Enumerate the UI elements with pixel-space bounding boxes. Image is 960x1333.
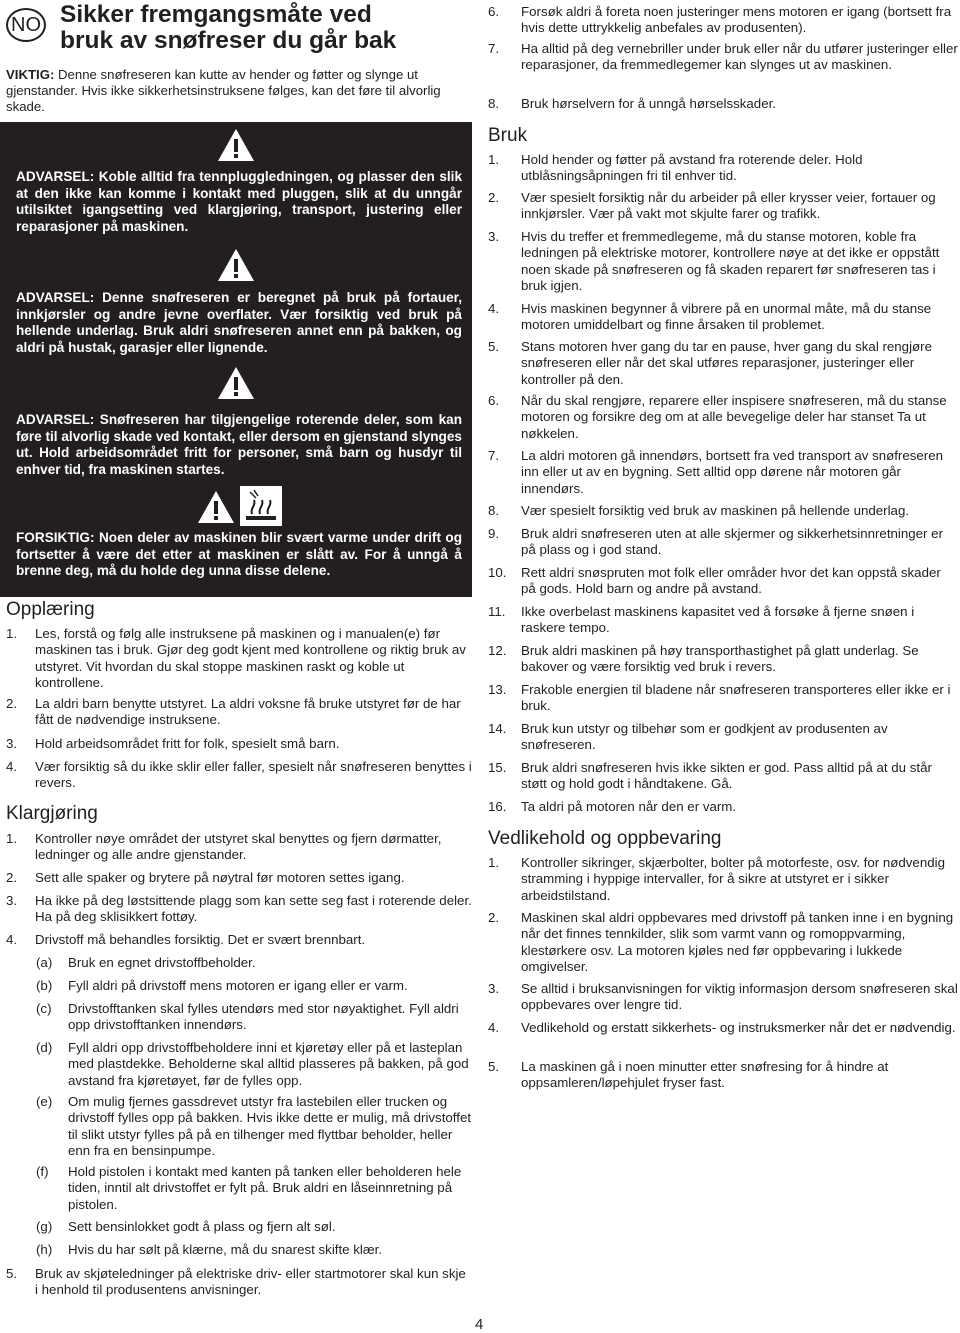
sub-list-item: (e) Om mulig fjernes gassdrevet utstyr fra lastebilen eller trucken og drivstoff fylles opp på bakken. Hvis ikke dette er mulig, må drivstoffet til slikt utstyr fylles på på en tilhenger med flyttbar beholder, heller enn fra en bensinpumpe. bbox=[36, 1094, 472, 1159]
list-item: 5. La maskinen gå i noen minutter etter snøfresing for å hindre at oppsamleren/løpehjulet fryser fast. bbox=[488, 1059, 889, 1091]
warning-triangle-icon bbox=[217, 366, 255, 400]
section-heading-opplaering: Opplæring bbox=[6, 599, 95, 620]
warning-triangle-icon bbox=[217, 248, 255, 282]
sub-list-item: (f) Hold pistolen i kontakt med kanten på tanken eller beholderen hele tiden, inntil alt drivstoffet er fylt på. Bruk aldri en låseinnretning på pistolen. bbox=[36, 1164, 462, 1212]
list-item: 12. Bruk aldri maskinen på høy transporthastighet på glatt underlag. Se bakover og være forsiktig ved bruk i revers. bbox=[488, 643, 919, 675]
sub-list-item: (g) Sett bensinlokket godt å plass og fjern alt søl. bbox=[36, 1219, 336, 1234]
warning-triangle-icon bbox=[197, 490, 235, 524]
list-item: 4. Vedlikehold og erstatt sikkerhets- og instruksmerker når det er nødvendig. bbox=[488, 1020, 956, 1035]
language-badge: NO bbox=[6, 8, 46, 42]
list-item: 2. Sett alle spaker og brytere på nøytral før motoren settes igang. bbox=[6, 870, 405, 885]
list-item: 15. Bruk aldri snøfreseren hvis ikke sikten er god. Pass alltid på at du står støtt og hold godt i håndtakene. Gå. bbox=[488, 760, 932, 792]
list-item: 6. Forsøk aldri å foreta noen justeringer mens motoren er igang (bortsett fra hvis dette uttrykkelig anbefales av produsenten). bbox=[488, 4, 952, 36]
list-item: 8. Vær spesielt forsiktig ved bruk av maskinen på hellende underlag. bbox=[488, 503, 910, 518]
list-item: 3. Ha ikke på deg løstsittende plagg som kan sette seg fast i roterende deler. Ha på deg sklisikkert fottøy. bbox=[6, 893, 472, 925]
list-item: 4. Vær forsiktig så du ikke sklir eller faller, spesielt når snøfreseren benyttes i revers. bbox=[6, 759, 472, 791]
sub-list-item: (h) Hvis du har sølt på klærne, må du snarest skifte klær. bbox=[36, 1242, 383, 1257]
warning-box bbox=[0, 122, 472, 597]
list-item: 4. Hvis maskinen begynner å vibrere på en unormal måte, må du stanse motoren umiddelbart og finne årsaken til problemet. bbox=[488, 301, 932, 333]
list-item: 5. Bruk av skjøteledninger på elektriske driv- eller startmotorer skal kun skje i henhold til produsentens anvisninger. bbox=[6, 1266, 466, 1298]
title-line-1: Sikker fremgangsmåte ved bbox=[60, 1, 372, 28]
sub-list-item: (b) Fyll aldri på drivstoff mens motoren er igang eller er varm. bbox=[36, 978, 408, 993]
intro-paragraph bbox=[6, 67, 472, 115]
list-item: 13. Frakoble energien til bladene når snøfreseren transporteres eller ikke er i bruk. bbox=[488, 682, 951, 714]
section-heading-bruk: Bruk bbox=[488, 125, 528, 146]
list-item: 3. Se alltid i bruksanvisningen for viktig informasjon dersom snøfreseren skal oppbevares over lengre tid. bbox=[488, 981, 958, 1013]
caution-text: FORSIKTIG: Noen deler av maskinen blir svært varme under drift og fortsetter å være det etter at maskinen er slått av. For å unngå å brenne deg, må du holde deg unna disse delene. bbox=[16, 530, 462, 578]
sub-list-item: (d) Fyll aldri opp drivstoffbeholdere inni et kjøretøy eller på et lasteplan med plastdekke. Beholderne skal alltid plasseres på bakken, på god avstand fra kjøretøyet, før de fylles opp. bbox=[36, 1040, 469, 1088]
warning-text-3: ADVARSEL: Snøfreseren har tilgjengelige roterende deler, som kan føre til alvorlig skade ved kontakt, eller dersom en gjenstand slynges ut. Hold arbeidsområdet fritt for personer, små barn og husdyr til enhver tid, fra maskinen startes. bbox=[16, 412, 462, 477]
list-item: 3. Hold arbeidsområdet fritt for folk, spesielt små barn. bbox=[6, 736, 340, 751]
warning-triangle-icon bbox=[217, 128, 255, 162]
list-item: 1. Les, forstå og følg alle instruksene på maskinen og i manualen(e) før maskinen tas i bruk. Gjør deg godt kjent med kontrollene og riktig bruk av utstyret. Vit hvordan du skal stoppe maskinen raskt og koble ut kontrollene. bbox=[6, 626, 466, 691]
warning-text-2: ADVARSEL: Denne snøfreseren er beregnet på bruk på fortauer, innkjørsler og andre jevne overflater. Vær forsiktig ved bruk på hellende underlag. Bruk aldri snøfreseren annet enn på bakken, og aldri på hustak, garasjer eller lignende. bbox=[16, 290, 462, 355]
section-heading-vedlikehold: Vedlikehold og oppbevaring bbox=[488, 828, 722, 849]
list-item: 16. Ta aldri på motoren når den er varm. bbox=[488, 799, 737, 814]
list-item: 1. Hold hender og føtter på avstand fra roterende deler. Hold utblåsningsåpningen fri til enhver tid. bbox=[488, 152, 863, 184]
section-heading-klargjoring: Klargjøring bbox=[6, 803, 98, 824]
list-item: 5. Stans motoren hver gang du tar en pause, hver gang du skal rengjøre snøfreseren eller når det skal utføres reparasjoner, justeringer eller kontroller på den. bbox=[488, 339, 932, 387]
hot-surface-icon bbox=[240, 486, 282, 526]
list-item: 2. La aldri barn benytte utstyret. La aldri voksne få bruke utstyret før de har fått de nødvendige instruksene. bbox=[6, 696, 461, 728]
warning-text-1: ADVARSEL: Koble alltid fra tennpluggledningen, og plasser den slik at den ikke kan komme i kontakt med pluggen, slik at du unngår utilsiktet igangsetting ved klargjøring, transport, justering eller reparasjoner på maskinen. bbox=[16, 169, 462, 234]
list-item: 14. Bruk kun utstyr og tilbehør som er godkjent av produsenten av snøfreseren. bbox=[488, 721, 888, 753]
list-item: 11. Ikke overbelast maskinens kapasitet ved å forsøke å fjerne snøen i raskere tempo. bbox=[488, 604, 915, 636]
title-line-2: bruk av snøfreser du går bak bbox=[60, 27, 397, 54]
sub-list-item: (a) Bruk en egnet drivstoffbeholder. bbox=[36, 955, 256, 970]
list-item: 6. Når du skal rengjøre, reparere eller inspisere snøfreseren, må du stanse motoren og forsikre deg om at alle bevegelige deler har stanset Ta ut nøkkelen. bbox=[488, 393, 947, 441]
list-item: 8. Bruk hørselvern for å unngå hørselsskader. bbox=[488, 96, 776, 111]
list-item: 1. Kontroller nøye området der utstyret skal benyttes og fjern dørmatter, ledninger og alle andre gjenstander. bbox=[6, 831, 442, 863]
intro-label: VIKTIG: bbox=[6, 67, 55, 82]
list-item: 7. Ha alltid på deg vernebriller under bruk eller når du utfører justeringer eller reparasjoner, da fremmedlegemer kan slynges ut av maskinen. bbox=[488, 41, 958, 73]
list-item: 2. Vær spesielt forsiktig når du arbeider på eller krysser veier, fortauer og innkjørsler. Vær på vakt mot skjulte farer og trafikk. bbox=[488, 190, 936, 222]
list-item: 9. Bruk aldri snøfreseren uten at alle skjermer og sikkerhetsinnretninger er på plass og i god stand. bbox=[488, 526, 943, 558]
sub-list-item: (c) Drivstofftanken skal fylles utendørs med stor nøyaktighet. Fyll aldri opp drivstofftanken innendørs. bbox=[36, 1001, 459, 1033]
list-item: 10. Rett aldri snøspruten mot folk eller områder hvor det kan oppstå skader på gods. Hold barn og andre på avstand. bbox=[488, 565, 941, 597]
intro-text: Denne snøfreseren kan kutte av hender og føtter og slynge ut gjenstander. Hvis ikke sikkerhetsinstruksene følges, kan det føre til alvorlig skade. bbox=[6, 67, 441, 114]
list-item: 4. Drivstoff må behandles forsiktig. Det er svært brennbart. bbox=[6, 932, 366, 947]
list-item: 7. La aldri motoren gå innendørs, bortsett fra ved transport av snøfreseren inn eller ut av en bygning. Sett alltid opp dørene når motoren går innendørs. bbox=[488, 448, 944, 496]
page-number: 4 bbox=[475, 1316, 484, 1333]
page-title bbox=[60, 2, 470, 54]
list-item: 2. Maskinen skal aldri oppbevares med drivstoff på tanken inne i en bygning når det finnes tennkilder, slik som varmt vann og romoppvarming, klestørkere osv. La motoren kjøles ned før oppbevaring i lukkede omgivelser. bbox=[488, 910, 954, 975]
list-item: 3. Hvis du treffer et fremmedlegeme, må du stanse motoren, koble fra ledningen på elektriske motorer, kontrollere nøye at det ikke er oppstått noen skade på snøfreseren og få skaden reparert før snøfreseren tas i bruk igjen. bbox=[488, 229, 940, 294]
list-item: 1. Kontroller sikringer, skjærbolter, bolter på motorfeste, osv. for nødvendig stramming i hyppige intervaller, for å sikre at utstyret er i sikker arbeidstilstand. bbox=[488, 855, 945, 903]
